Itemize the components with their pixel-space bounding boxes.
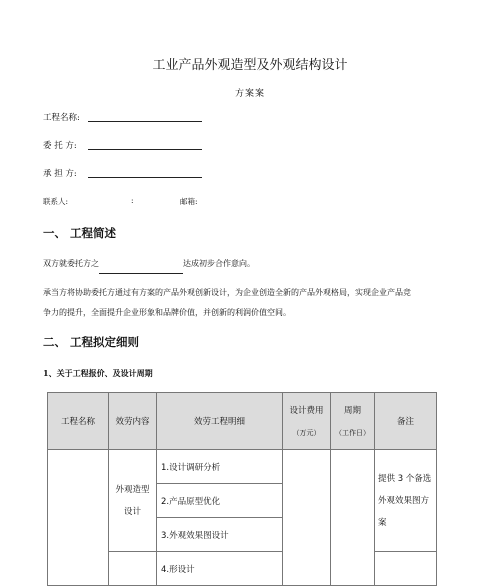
field-project-name-line bbox=[88, 111, 202, 122]
cell-period bbox=[331, 450, 375, 586]
cell-remark-empty bbox=[375, 552, 437, 586]
contact-email-label: 邮箱: bbox=[180, 197, 198, 206]
cell-remark-line3: 案 bbox=[378, 517, 387, 528]
cell-service-content-empty bbox=[109, 552, 157, 586]
cell-detail-item: 1.设计调研分析 bbox=[157, 450, 283, 484]
cell-remark-line2: 外观效果图方 bbox=[378, 495, 430, 506]
section1-paragraph2 bbox=[43, 283, 463, 323]
section1-heading: 一、 工程简述 bbox=[43, 226, 117, 240]
quote-table bbox=[47, 392, 437, 586]
header-period bbox=[331, 393, 375, 450]
cell-service-content bbox=[109, 450, 157, 552]
cell-detail-item: 4.形设计 bbox=[157, 552, 283, 586]
header-design-fee-unit: （万元） bbox=[292, 429, 321, 437]
header-period-label: 周期 bbox=[343, 406, 361, 416]
project-name-blank bbox=[99, 264, 183, 274]
section1-paragraph1 bbox=[43, 254, 255, 274]
section1-paragraph2-line2: 争力的提升，全面提升企业形象和品牌价值，并创新的利润价值空间。 bbox=[43, 308, 291, 317]
table-header-row bbox=[48, 393, 437, 450]
section2-heading: 二、 工程拟定细则 bbox=[43, 335, 140, 349]
header-remark: 备注 bbox=[375, 393, 437, 450]
contact-colon: : bbox=[131, 196, 134, 205]
section1-paragraph1-suffix: 达成初步合作意向。 bbox=[183, 259, 255, 268]
table-row bbox=[48, 450, 437, 484]
document-subtitle: 方案案 bbox=[234, 89, 265, 99]
header-period-unit: （工作日） bbox=[335, 429, 370, 437]
section1-paragraph2-line1: 承当方将协助委托方通过有方案的产品外观创新设计，为企业创造全新的产品外观格局，实现企业产品竞 bbox=[43, 288, 411, 297]
header-service-detail: 效劳工程明细 bbox=[157, 393, 283, 450]
section1-paragraph1-prefix: 双方就委托方之 bbox=[43, 259, 99, 268]
section2-subheading: 1、关于工程报价、及设计周期 bbox=[43, 368, 153, 378]
field-project-name-label: 工程名称: bbox=[43, 113, 80, 123]
field-client-label: 委 托 方: bbox=[43, 141, 77, 151]
field-client-line bbox=[88, 139, 202, 150]
field-contractor-label: 承 担 方: bbox=[43, 169, 77, 179]
cell-service-content-line1: 外观造型 bbox=[115, 484, 150, 495]
contact-person-label: 联系人: bbox=[43, 197, 69, 206]
cell-detail-item: 2.产品原型优化 bbox=[157, 484, 283, 518]
cell-remark bbox=[375, 450, 437, 552]
header-service-content: 效劳内容 bbox=[109, 393, 157, 450]
cell-service-content-line2: 设计 bbox=[123, 506, 141, 517]
cell-remark-line1: 提供 3 个备选 bbox=[378, 473, 432, 484]
document-title: 工业产品外观造型及外观结构设计 bbox=[152, 58, 348, 73]
header-project-name: 工程名称 bbox=[48, 393, 109, 450]
header-design-fee-label: 设计费用 bbox=[289, 406, 324, 416]
cell-project-name bbox=[48, 450, 109, 586]
header-design-fee bbox=[283, 393, 331, 450]
field-contractor-line bbox=[88, 167, 202, 178]
cell-design-fee bbox=[283, 450, 331, 586]
cell-detail-item: 3.外观效果图设计 bbox=[157, 518, 283, 552]
